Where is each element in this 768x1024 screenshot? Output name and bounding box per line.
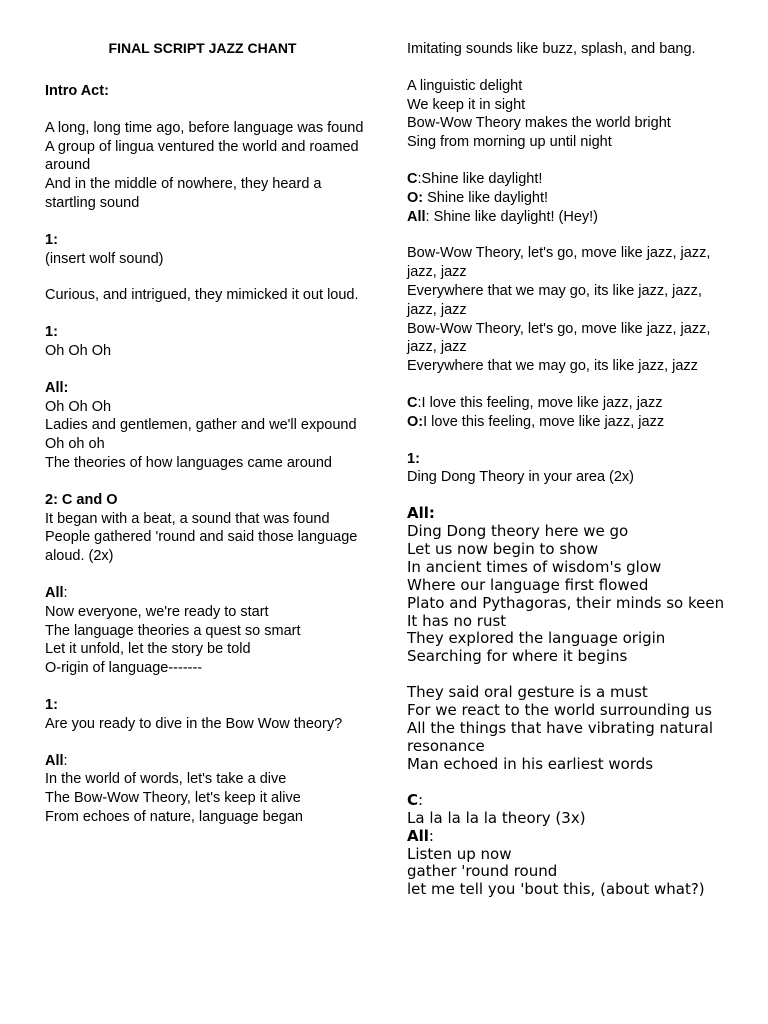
- line-text: Let it unfold, let the story be told: [45, 641, 251, 658]
- line-text: Ding Dong Theory in your area (2x): [407, 469, 635, 486]
- script-line: [45, 789, 370, 808]
- speaker-label: C: [407, 394, 418, 411]
- script-line: [407, 114, 727, 133]
- line-text: Where our language first flowed: [407, 575, 649, 594]
- script-line: [45, 770, 370, 789]
- line-text: It has no rust: [407, 611, 507, 630]
- script-line: [45, 379, 370, 398]
- script-line: [407, 756, 727, 774]
- speaker-label: All:: [407, 504, 435, 523]
- script-line: [407, 559, 727, 577]
- script-block: [45, 231, 370, 269]
- script-line: [407, 244, 727, 282]
- line-text: People gathered 'round and said those language aloud. (2x): [45, 529, 358, 565]
- left-blocks: [45, 82, 370, 827]
- line-text: A long, long time ago, before language was found: [45, 119, 364, 136]
- line-text: From echoes of nature, language began: [45, 808, 303, 825]
- script-block: [407, 394, 727, 432]
- line-text: Oh Oh Oh: [45, 398, 112, 415]
- script-line: [407, 881, 727, 899]
- line-text: :: [63, 584, 68, 601]
- line-text: It began with a beat, a sound that was found: [45, 510, 330, 527]
- line-text: : Shine like daylight! (Hey!): [425, 208, 598, 225]
- script-line: [45, 119, 370, 138]
- line-text: Curious, and intrigued, they mimicked it out loud.: [45, 287, 359, 304]
- line-text: Everywhere that we may go, its like jazz, jazz, jazz, jazz: [407, 282, 702, 318]
- script-line: [45, 510, 370, 529]
- document-title: FINAL SCRIPT JAZZ CHANT: [108, 40, 297, 56]
- script-line: [45, 752, 370, 771]
- speaker-label: All: [45, 752, 64, 769]
- line-text: Oh oh oh: [45, 436, 105, 453]
- speaker-label: Intro Act:: [45, 83, 109, 99]
- speaker-label: C: [407, 790, 419, 809]
- script-line: [407, 613, 727, 631]
- line-text: La la la la la theory (3x): [407, 808, 586, 827]
- script-line: [407, 413, 727, 432]
- left-column: [45, 40, 370, 845]
- script-line: [407, 846, 727, 864]
- script-line: [45, 435, 370, 454]
- line-text: And in the middle of nowhere, they heard a startling sound: [45, 176, 322, 211]
- speaker-label: 1:: [45, 231, 58, 248]
- script-line: [407, 77, 727, 96]
- script-line: [45, 250, 370, 269]
- script-line: [407, 505, 727, 523]
- line-text: Shine like daylight!: [423, 189, 549, 206]
- script-line: [407, 394, 727, 413]
- script-line: [45, 491, 370, 510]
- script-line: [45, 323, 370, 342]
- line-text: Sing from morning up until night: [407, 134, 612, 151]
- line-text: All the things that have vibrating natural resonance: [407, 719, 714, 756]
- line-text: In ancient times of wisdom's glow: [407, 557, 662, 576]
- line-text: In the world of words, let's take a dive: [45, 771, 287, 788]
- script-block: [45, 491, 370, 566]
- line-text: :: [63, 752, 68, 769]
- script-line: [45, 715, 370, 734]
- script-line: [407, 357, 727, 376]
- script-block: [407, 450, 727, 488]
- script-line: [407, 648, 727, 666]
- script-line: [407, 828, 727, 846]
- line-text: Bow-Wow Theory, let's go, move like jazz, jazz, jazz, jazz: [407, 245, 711, 281]
- line-text: :I love this feeling, move like jazz, jazz: [417, 394, 663, 411]
- speaker-label: All:: [45, 379, 69, 396]
- line-text: O-rigin of language-------: [45, 660, 203, 677]
- script-line: [407, 810, 727, 828]
- line-text: The language theories a quest so smart: [45, 622, 301, 639]
- speaker-label: 2: C and O: [45, 491, 118, 508]
- script-line: [407, 720, 727, 756]
- script-block: [407, 792, 727, 899]
- line-text: :: [428, 826, 434, 845]
- script-block: [407, 170, 727, 226]
- script-block: [45, 82, 370, 101]
- script-line: [45, 175, 370, 213]
- script-line: [45, 584, 370, 603]
- right-blocks: [407, 40, 727, 899]
- line-text: The Bow-Wow Theory, let's keep it alive: [45, 790, 301, 807]
- speaker-label: 1:: [45, 324, 58, 341]
- script-block: [407, 77, 727, 152]
- script-line: [45, 416, 370, 435]
- line-text: I love this feeling, move like jazz, jazz: [423, 413, 665, 430]
- script-line: [45, 231, 370, 250]
- line-text: We keep it in sight: [407, 96, 526, 113]
- line-text: Bow-Wow Theory makes the world bright: [407, 115, 671, 132]
- script-line: [407, 96, 727, 115]
- line-text: Man echoed in his earliest words: [407, 754, 654, 773]
- script-line: [407, 523, 727, 541]
- speaker-label: O:: [407, 189, 424, 206]
- script-line: [407, 792, 727, 810]
- script-line: [407, 450, 727, 469]
- script-line: [45, 603, 370, 622]
- line-text: let me tell you 'bout this, (about what?): [407, 880, 705, 899]
- line-text: They explored the language origin: [407, 629, 666, 648]
- script-line: [45, 138, 370, 176]
- script-line: [407, 189, 727, 208]
- script-line: [45, 696, 370, 715]
- script-line: [407, 702, 727, 720]
- script-line: [407, 684, 727, 702]
- line-text: Ding Dong theory here we go: [407, 522, 629, 541]
- line-text: They said oral gesture is a must: [407, 683, 648, 702]
- line-text: Plato and Pythagoras, their minds so keen: [407, 593, 725, 612]
- script-line: [45, 640, 370, 659]
- speaker-label: 1:: [407, 450, 420, 467]
- speaker-label: C: [407, 170, 418, 187]
- script-line: [45, 659, 370, 678]
- line-text: Imitating sounds like buzz, splash, and bang.: [407, 41, 696, 57]
- line-text: Let us now begin to show: [407, 539, 599, 558]
- right-column: [407, 40, 727, 917]
- speaker-label: All: [407, 826, 429, 845]
- script-line: [407, 468, 727, 487]
- line-text: The theories of how languages came around: [45, 454, 332, 471]
- speaker-label: All: [45, 584, 64, 601]
- script-line: [407, 595, 727, 613]
- line-text: Searching for where it begins: [407, 647, 628, 666]
- script-line: [45, 398, 370, 417]
- line-text: gather 'round round: [407, 862, 558, 881]
- script-block: [45, 379, 370, 473]
- script-line: [407, 577, 727, 595]
- line-text: A linguistic delight: [407, 77, 523, 94]
- speaker-label: O:: [407, 413, 424, 430]
- line-text: Oh Oh Oh: [45, 342, 112, 359]
- script-line: [45, 82, 370, 101]
- script-line: [45, 528, 370, 566]
- line-text: A group of lingua ventured the world and roamed around: [45, 138, 359, 174]
- script-line: [407, 208, 727, 227]
- line-text: Ladies and gentlemen, gather and we'll expound: [45, 417, 357, 434]
- script-block: [45, 752, 370, 827]
- script-block: [45, 119, 370, 213]
- script-line: [45, 454, 370, 473]
- line-text: :: [418, 790, 424, 809]
- script-line: [407, 863, 727, 881]
- line-text: Everywhere that we may go, its like jazz, jazz: [407, 358, 698, 375]
- line-text: (insert wolf sound): [45, 250, 164, 267]
- line-text: Now everyone, we're ready to start: [45, 603, 269, 620]
- script-line: [407, 133, 727, 152]
- line-text: Are you ready to dive in the Bow Wow theory?: [45, 715, 343, 732]
- script-line: [45, 622, 370, 641]
- speaker-label: 1:: [45, 696, 58, 713]
- script-block: [407, 684, 727, 774]
- speaker-label: All: [407, 208, 426, 225]
- script-line: [45, 286, 370, 305]
- script-block: [407, 40, 727, 59]
- script-line: [407, 541, 727, 559]
- script-line: [407, 282, 727, 320]
- script-line: [407, 320, 727, 358]
- script-block: [45, 696, 370, 734]
- line-text: Bow-Wow Theory, let's go, move like jazz, jazz, jazz, jazz: [407, 320, 711, 356]
- line-text: Listen up now: [407, 844, 512, 863]
- script-block: [45, 286, 370, 305]
- script-line: [407, 630, 727, 648]
- script-block: [407, 505, 727, 666]
- script-line: [407, 40, 727, 59]
- script-line: [45, 808, 370, 827]
- script-block: [45, 323, 370, 361]
- line-text: For we react to the world surrounding us: [407, 701, 712, 720]
- line-text: :Shine like daylight!: [417, 170, 543, 187]
- script-block: [407, 244, 727, 376]
- script-block: [45, 584, 370, 678]
- script-line: [45, 342, 370, 361]
- script-line: [407, 170, 727, 189]
